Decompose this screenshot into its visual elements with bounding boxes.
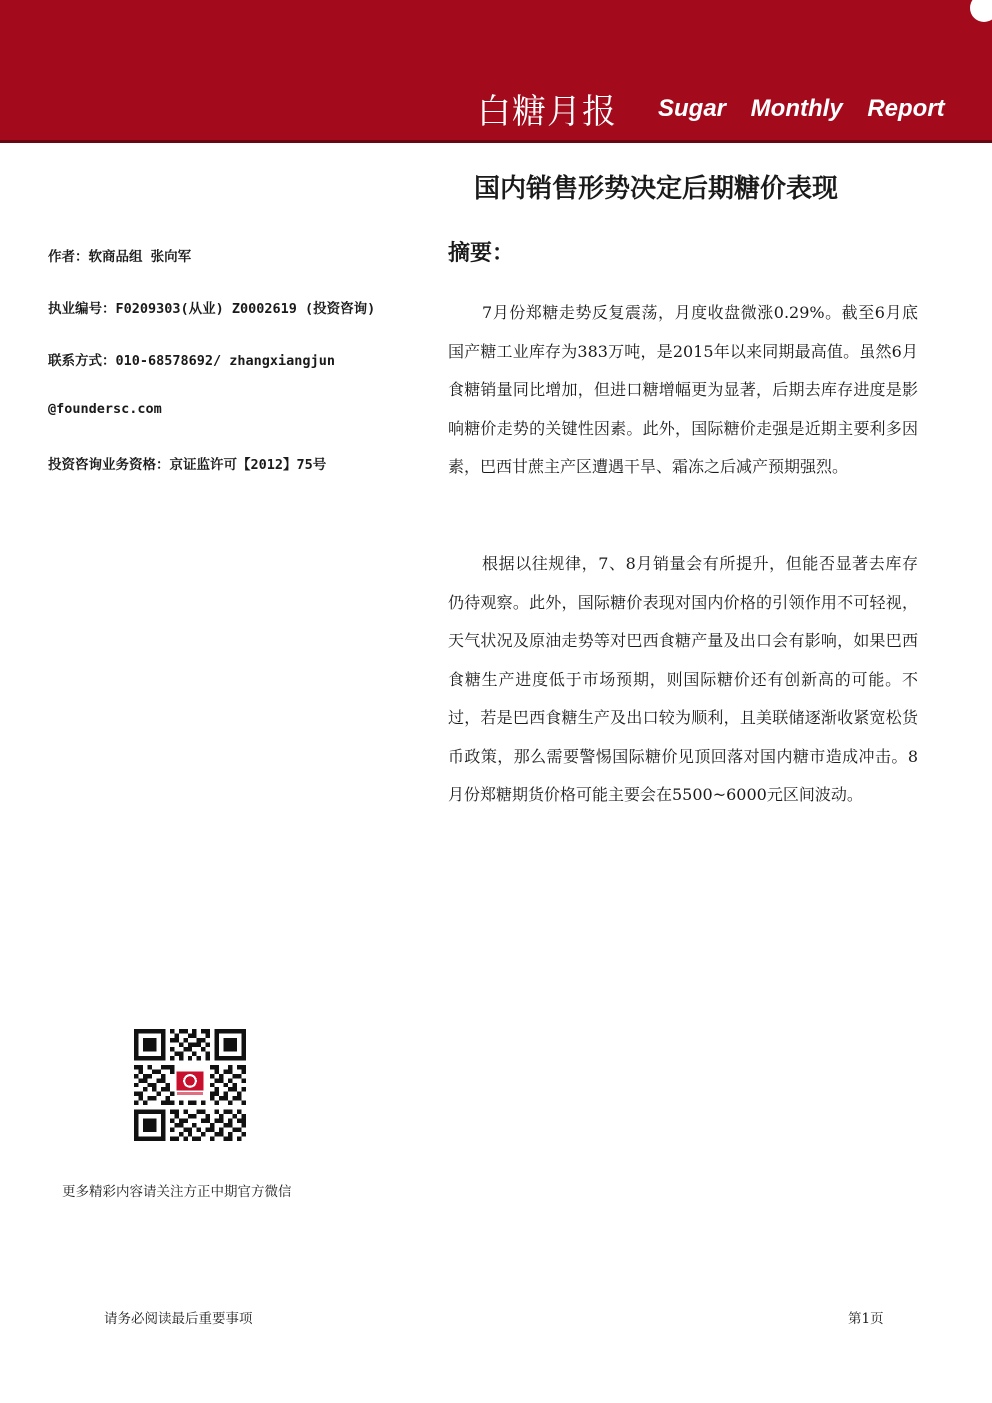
abstract-paragraph: 7月份郑糖走势反复震荡，月度收盘微涨0.29%。截至6月底国产糖工业库存为383万吨，是2015年以来同期最高值。虽然6月食糖销量同比增加，但进口糖增幅更为显著，后期去库存进度是影响糖价走势的关键性因素。此外，国际糖价走强是近期主要利多因素，巴西甘蔗主产区遭遇干旱、霜冻之后减产预期强烈。 xyxy=(448,303,918,476)
report-title-en: Sugar Monthly Report xyxy=(658,95,945,122)
qr-code-icon xyxy=(134,1029,246,1141)
page-number: 第1页 xyxy=(848,1311,884,1327)
qr-caption: 更多精彩内容请关注方正中期官方微信 xyxy=(62,1184,292,1200)
abstract-paragraph: 根据以往规律，7、8月销量会有所提升，但能否显著去库存仍待观察。此外，国际糖价表现对国内价格的引领作用不可轻视，天气状况及原油走势等对巴西食糖产量及出口会有影响，如果巴西食糖生产进度低于市场预期，则国际糖价还有创新高的可能。不过，若是巴西食糖生产及出口较为顺利，且美联储逐渐收紧宽松货币政策，那么需要警惕国际糖价见顶回落对国内糖市造成冲击。8月份郑糖期货价格可能主要会在5500~6000元区间波动。 xyxy=(448,554,918,804)
email-line: @foundersc.com xyxy=(48,401,162,417)
header-corner xyxy=(970,0,992,22)
footer-disclaimer-link: 请务必阅读最后重要事项 xyxy=(104,1311,253,1327)
license-line: 执业编号：F0209303(从业) Z0002619 (投资咨询) xyxy=(48,301,376,317)
header-divider xyxy=(0,140,992,143)
contact-line: 联系方式：010-68578692/ zhangxiangjun xyxy=(48,353,335,369)
report-title-cn: 白糖月报 xyxy=(477,92,617,132)
page-title: 国内销售形势决定后期糖价表现 xyxy=(474,174,839,204)
author-line: 作者：软商品组 张向军 xyxy=(48,249,192,265)
qualification-line: 投资咨询业务资格：京证监许可【2012】75号 xyxy=(48,457,327,473)
header-band xyxy=(0,0,992,140)
abstract-heading: 摘要： xyxy=(448,241,515,266)
